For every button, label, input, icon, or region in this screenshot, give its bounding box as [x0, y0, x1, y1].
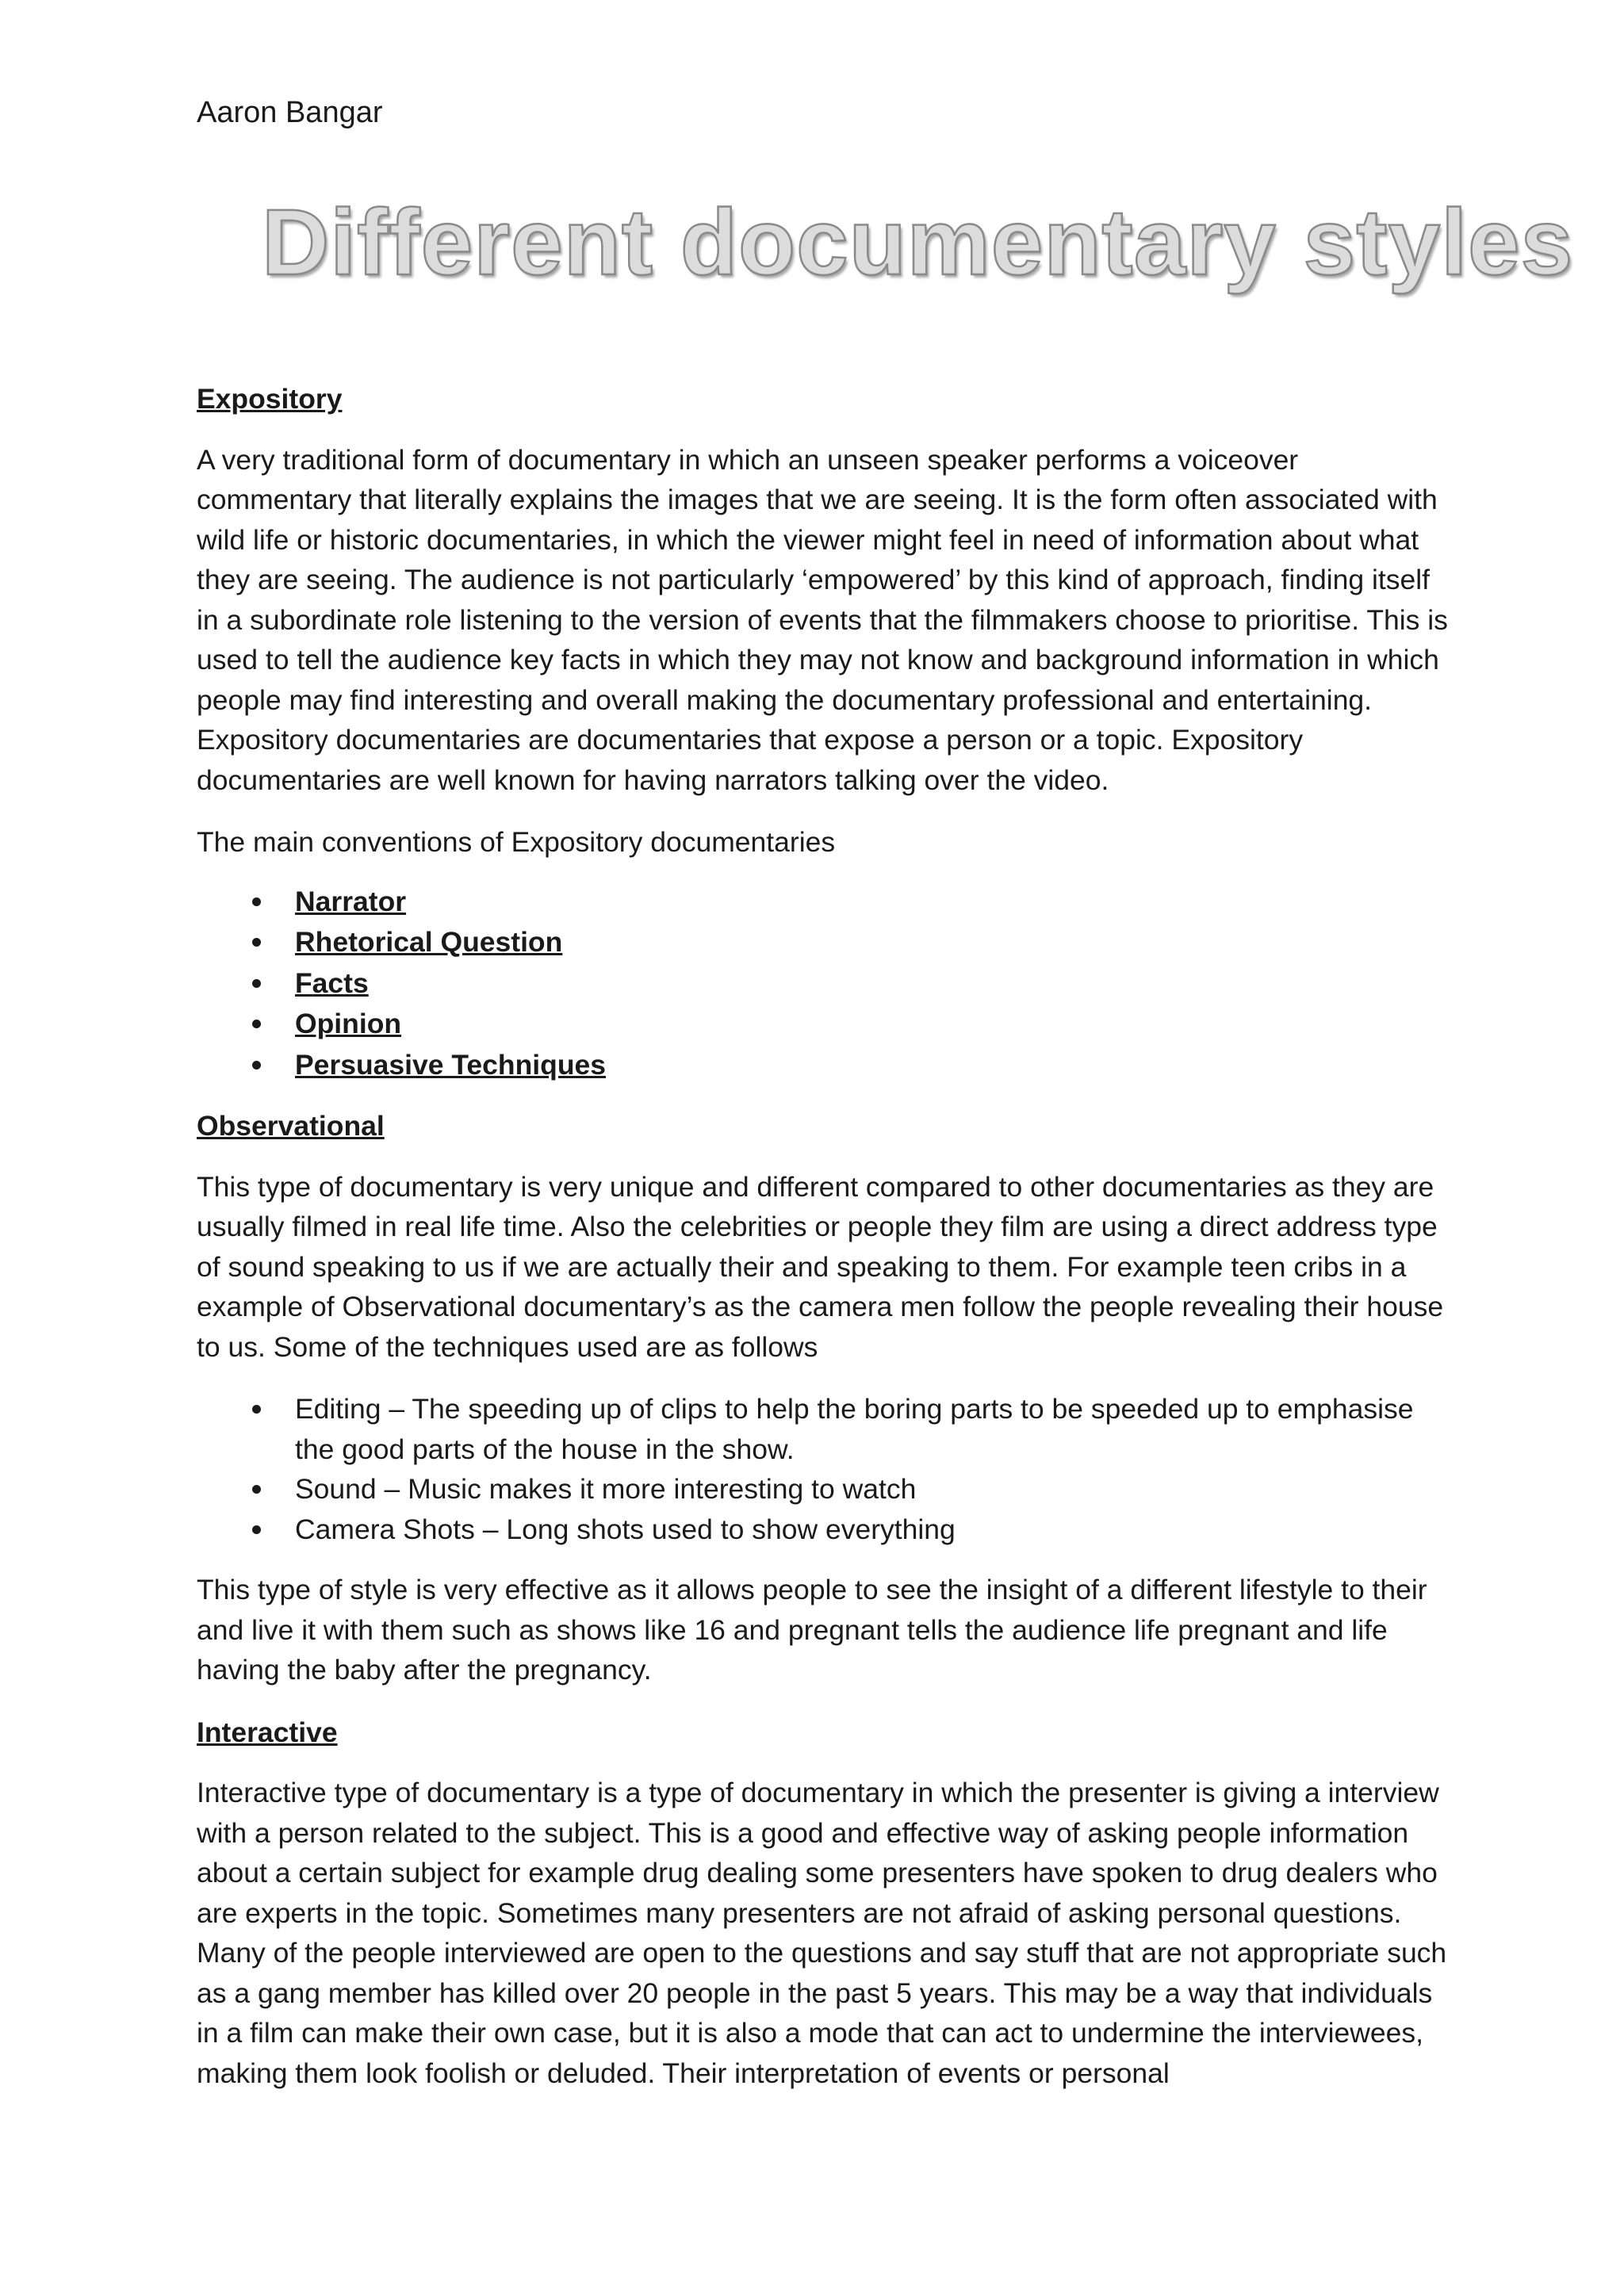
conventions-list — [197, 882, 1450, 1086]
paragraph-observational: This type of documentary is very unique and different compared to other documentaries as they are usually filmed in real life time. Also the celebrities or people they film are using a direct address type of sound speaking to us if we are actually their and speaking to them. For example teen cribs in a example of Observational documentary’s as the camera men follow the people revealing their house to us. Some of the techniques used are as follows — [197, 1170, 1444, 1363]
heading-expository: Expository — [197, 383, 343, 415]
paragraph-expository: A very traditional form of documentary in which an unseen speaker performs a voiceover commentary that literally explains the images that we are seeing. It is the form often associated with wild life or historic documentaries, in which the viewer might feel in need of information about what they are seeing. The audience is not particularly ‘empowered’ by this kind of approach, finding itself in a subordinate role listening to the version of events that the filmmakers choose to prioritise. This is used to tell the audience key facts in which they may not know and background information in which people may find interesting and overall making the documentary professional and entertaining. Expository documentaries are documentaries that expose a person or a topic. Expository documentaries are well known for having narrators talking over the video. — [197, 443, 1448, 796]
list-item: Narrator — [197, 882, 1450, 923]
techniques-list — [197, 1389, 1450, 1549]
list-item: Camera Shots – Long shots used to show everything — [197, 1510, 1450, 1550]
paragraph-observational-closing: This type of style is very effective as it allows people to see the insight of a different lifestyle to their and live it with them such as shows like 16 and pregnant tells the audience life pregnant and life having the baby after the pregnancy. — [197, 1574, 1427, 1686]
list-item: Facts — [197, 963, 1450, 1004]
conventions-intro: The main conventions of Expository documentaries — [197, 826, 836, 858]
list-item: Editing – The speeding up of clips to help the boring parts to be speeded up to emphasise the good parts of the house in the show. — [197, 1389, 1450, 1469]
document-body — [197, 379, 1450, 2115]
list-item: Rhetorical Question — [197, 922, 1450, 963]
heading-observational: Observational — [197, 1110, 385, 1142]
page-title: Different documentary styles — [262, 190, 1574, 295]
list-item: Persuasive Techniques — [197, 1045, 1450, 1086]
author-name: Aaron Bangar — [197, 96, 383, 129]
paragraph-interactive: Interactive type of documentary is a type of documentary in which the presenter is giving a interview with a person related to the subject. This is a good and effective way of asking people information about a certain subject for example drug dealing some presenters have spoken to drug dealers who are experts in the topic. Sometimes many presenters are not afraid of asking personal questions. Many of the people interviewed are open to the questions and say stuff that are not appropriate such as a gang member has killed over 20 people in the past 5 years. This may be a way that individuals in a film can make their own case, but it is also a mode that can act to undermine the interviewees, making them look foolish or deluded. Their interpretation of events or personal — [197, 1777, 1447, 2089]
list-item: Sound – Music makes it more interesting to watch — [197, 1469, 1450, 1510]
list-item: Opinion — [197, 1004, 1450, 1045]
heading-interactive: Interactive — [197, 1716, 338, 1748]
